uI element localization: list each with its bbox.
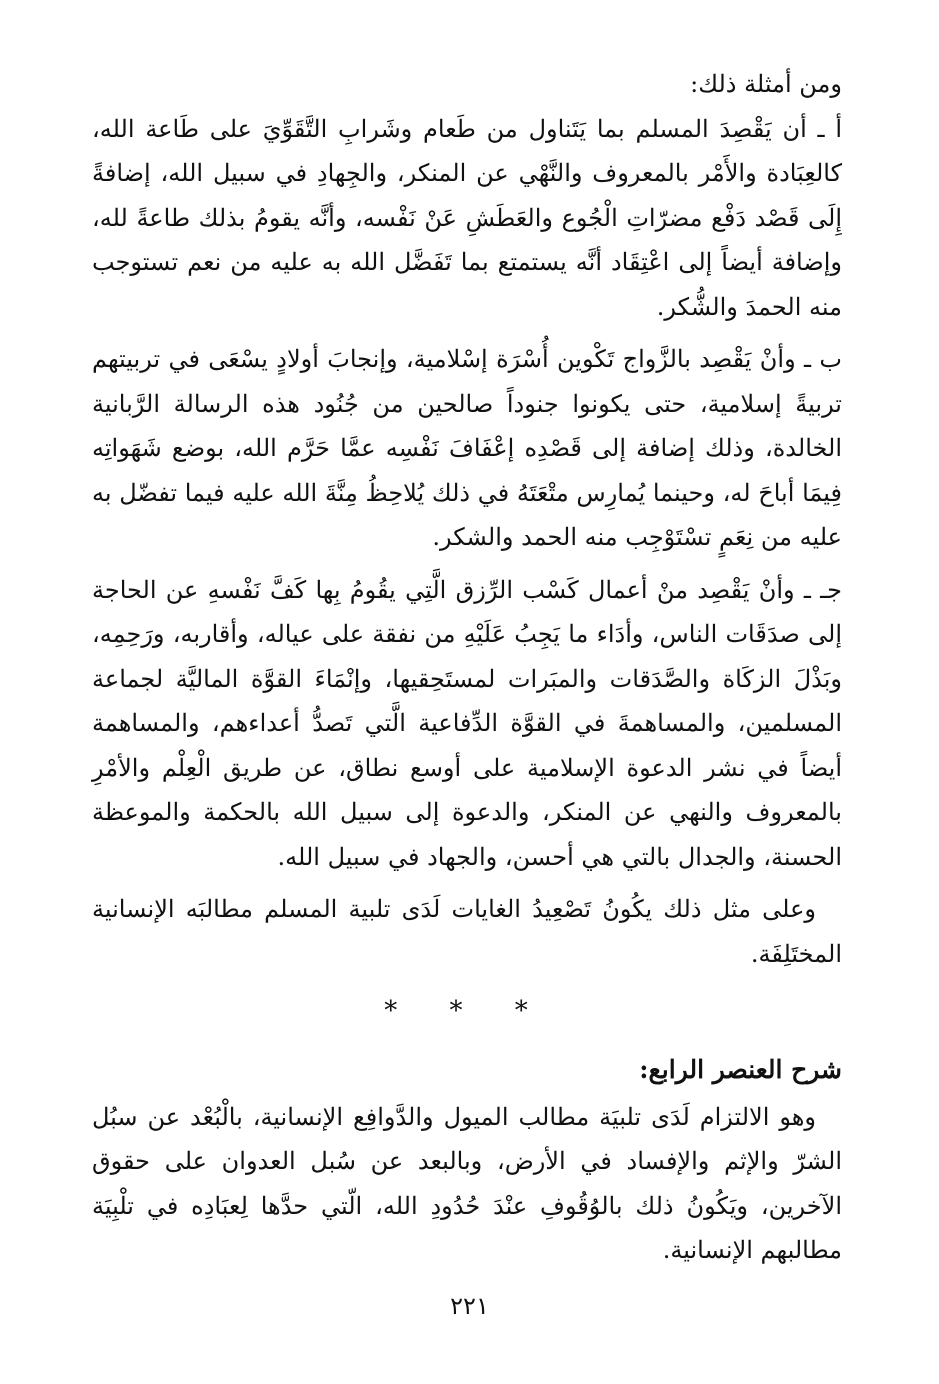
page-number: ٢٢١ — [450, 1292, 489, 1320]
paragraph-b: ب ـ وأنْ يَقْصِد بالزَّواج تَكْوين أُسْرَة إسْلامية، وإنجابَ أولادٍ يسْعَى في تربيتهم تربيةً إسلامية، حتى يكونوا جنوداً صالحين من جُنُود هذه الرسالة الرَّبانية الخالدة، وذلك إضافة إلى قَصْدِه إعْفَافَ نَفْسِه عمَّا حَرَّم الله، بوضع شَهَواتِه فِيمَا أباحَ له، وحينما يُمارِس متْعَتَهُ في ذلك يُلاحِظُ مِنَّةَ الله عليه فيما تفضّل به عليه من نِعَمٍ تسْتَوْجِب منه الحمد والشكر. — [92, 345, 842, 551]
page-body — [92, 62, 842, 1281]
section-separator: * * * — [384, 996, 550, 1026]
paragraph-a: أ ـ أن يَقْصِدَ المسلم بما يَتَناول من طَعام وشَرابِ التَّقَوِّيَ على طَاعة الله، كالعِبَادة والأَمْر بالمعروف والنَّهْي عن المنكر، والجِهادِ في سبيل الله، إضافةً إِلَى قَصْد دَفْع مضرّاتِ الْجُوع والعَطَشِ عَنْ نَفْسه، وأنَّه يقومُ بذلك طاعةً لله، وإضافة أيضاً إلى اعْتِقَاد أنَّه يستمتع بما تَفَضَّل الله به عليه من نعم تستوجب منه الحمدَ والشُّكر. — [92, 114, 842, 321]
section-paragraph: وهو الالتزام لَدَى تلبيَة مطالب الميول والدَّوافِع الإنسانية، بالْبُعْد عن سبُل الشرّ والإثم والإفساد في الأرض، وبالبعد عن سُبل العدوان على حقوق الآخرين، ويَكُونُ ذلك بالوُقُوفِ عنْدَ حُدُودِ الله، الّتي حدَّها لِعبَادِه في تلْبِيَة مطالبهم الإنسانية. — [92, 1102, 842, 1264]
intro-line: ومن أمثلة ذلك: — [690, 70, 842, 98]
paragraph-summary: وعلى مثل ذلك يكُونُ تَصْعِيدُ الغايات لَدَى تلبية المسلم مطالبَه الإنسانية المختَلِفَة. — [92, 895, 842, 968]
paragraph-c: جـ ـ وأنْ يَقْصِد منْ أعمال كَسْب الرِّزق الَّتِي يقُومُ بِها كَفَّ نَفْسهِ عن الحاجة إلى صدَقَات الناس، وأدَاء ما يَجِبُ عَلَيْهِ من نفقة على عياله، وأقاربه، ورَحِمِه، وبَذْلَ الزكَاة والصَّدَقات والمبَرات لمستَحِقيها، وإنْمَاءَ القوَّة الماليَّة لجماعة المسلمين، والمساهمةَ في القوَّة الدِّفاعية الَّتي تَصدُّ أعداءهم، والمساهمة أيضاً في نشر الدعوة الإسلامية على أوسع نطاق، عن طريق الْعِلْم والأمْرِ بالمعروف والنهي عن المنكر، والدعوة إلى سبيل الله بالحكمة والموعظة الحسنة، والجدال بالتي هي أحسن، والجهاد في سبيل الله. — [92, 575, 842, 871]
section-heading: شرح العنصر الرابع: — [639, 1055, 842, 1084]
